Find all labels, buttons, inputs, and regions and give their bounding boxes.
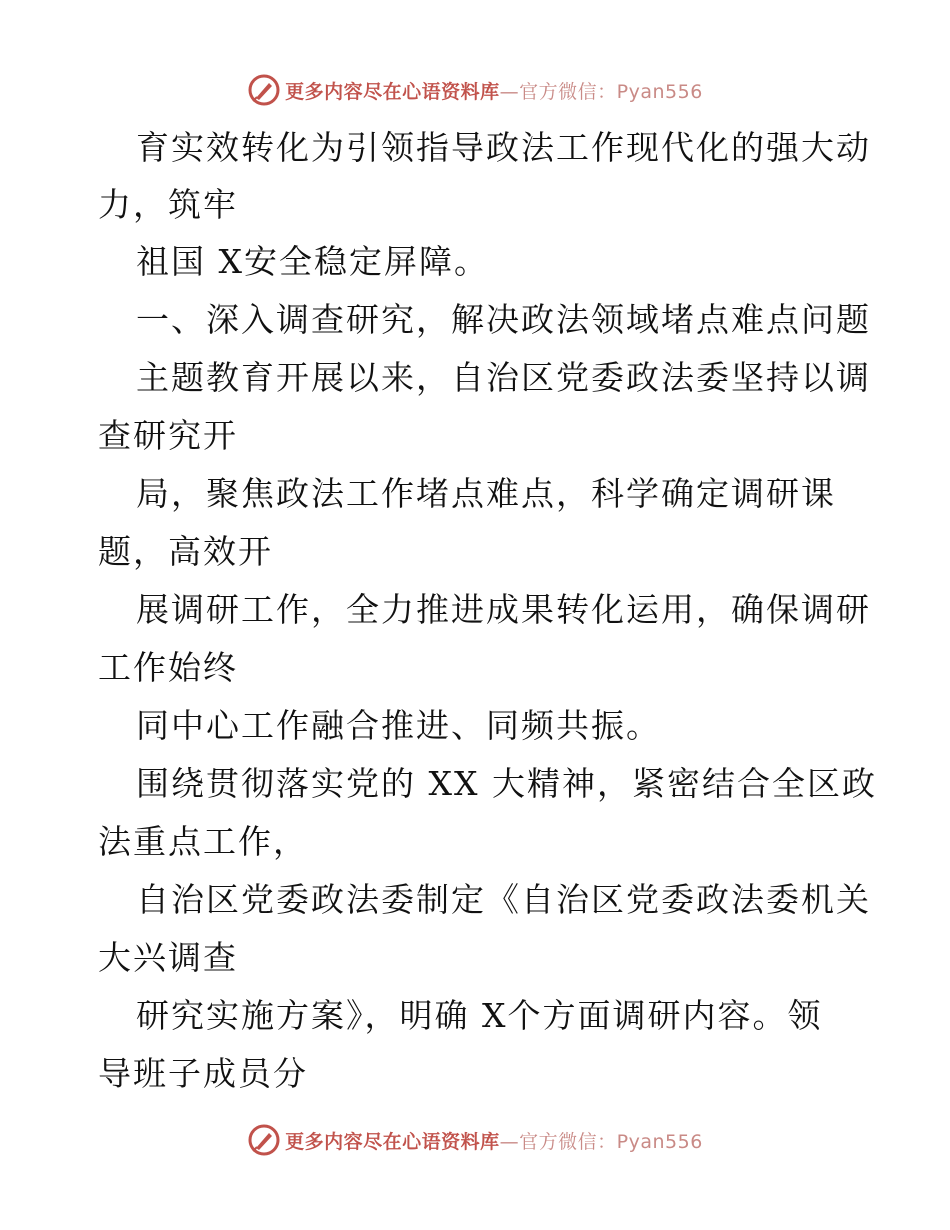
watermark-dash: — — [499, 1130, 520, 1153]
body-line: 自治区党委政法委制定《自治区党委政法委机关 — [136, 880, 871, 919]
body-line: 工作始终 — [98, 648, 238, 687]
body-line: 局，聚焦政法工作堵点难点，科学确定调研课 — [136, 474, 836, 513]
body-line: 主题教育开展以来，自治区党委政法委坚持以调 — [136, 358, 871, 397]
header-watermark — [0, 70, 950, 110]
watermark-site: 更多内容尽在心语资料库 — [285, 1130, 500, 1153]
watermark-text — [285, 1127, 703, 1154]
body-line: 题，高效开 — [98, 532, 273, 571]
body-line: 研究实施方案》，明确 X个方面调研内容。领 — [136, 996, 823, 1035]
footer-watermark — [0, 1120, 950, 1160]
body-line: 同中心工作融合推进、同频共振。 — [136, 706, 661, 745]
watermark-dash: — — [499, 80, 520, 103]
feather-pen-logo-icon — [247, 1123, 281, 1157]
watermark-wechat: 官方微信：Pyan556 — [519, 80, 703, 103]
section-heading: 一、深入调查研究，解决政法领域堵点难点问题 — [136, 300, 871, 339]
body-line: 祖国 X安全稳定屏障。 — [136, 242, 489, 281]
body-line: 围绕贯彻落实党的 XX 大精神，紧密结合全区政 — [136, 764, 877, 803]
body-line: 法重点工作， — [98, 822, 308, 861]
body-line: 力，筑牢 — [98, 185, 238, 224]
watermark-wechat: 官方微信：Pyan556 — [519, 1130, 703, 1153]
body-line: 大兴调查 — [98, 938, 238, 977]
feather-pen-logo-icon — [247, 73, 281, 107]
body-line: 育实效转化为引领指导政法工作现代化的强大动 — [136, 128, 871, 167]
body-line: 导班子成员分 — [98, 1054, 308, 1093]
body-line: 查研究开 — [98, 416, 238, 455]
watermark-text — [285, 77, 703, 104]
body-line: 展调研工作，全力推进成果转化运用，确保调研 — [136, 590, 871, 629]
watermark-site: 更多内容尽在心语资料库 — [285, 80, 500, 103]
